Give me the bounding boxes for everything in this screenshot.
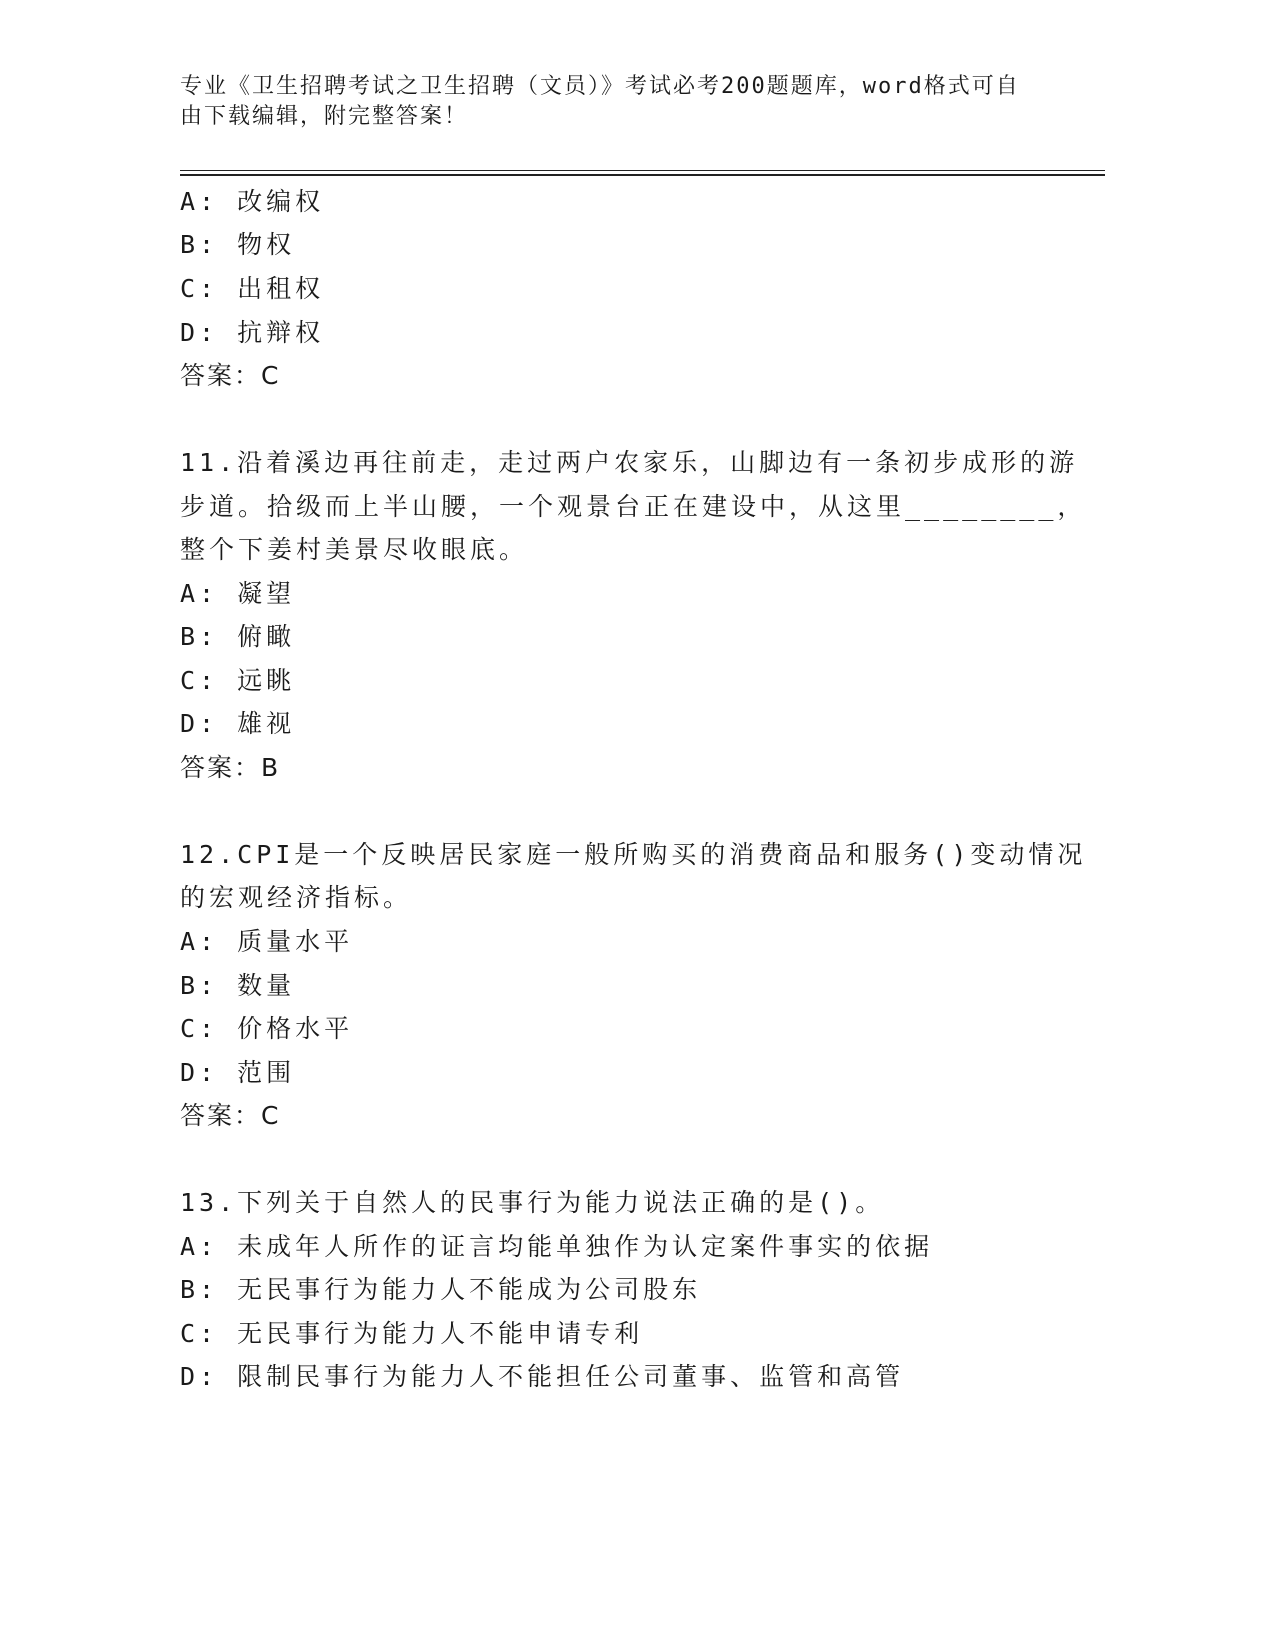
question-11-stem-line-2: 步道。拾级而上半山腰，一个观景台正在建设中，从这里________， — [180, 492, 1087, 521]
question-12-answer: 答案：C — [180, 1101, 281, 1130]
option-b: B: 物权 — [180, 230, 296, 259]
question-13-option-a: A: 未成年人所作的证言均能单独作为认定案件事实的依据 — [180, 1232, 934, 1261]
question-12-stem-line-1: 12.CPI是一个反映居民家庭一般所购买的消费商品和服务()变动情况 — [180, 840, 1087, 869]
question-12-option-a: A: 质量水平 — [180, 927, 354, 956]
question-11-option-b: B: 俯瞰 — [180, 622, 296, 651]
question-12-option-c: C: 价格水平 — [180, 1014, 354, 1043]
question-11-stem-line-3: 整个下姜村美景尽收眼底。 — [180, 535, 529, 564]
question-12-stem-line-2: 的宏观经济指标。 — [180, 883, 413, 912]
question-11-stem-line-1: 11.沿着溪边再往前走，走过两户农家乐，山脚边有一条初步成形的游 — [180, 448, 1079, 477]
question-13-option-b: B: 无民事行为能力人不能成为公司股东 — [180, 1275, 702, 1304]
question-11-option-a: A: 凝望 — [180, 579, 296, 608]
question-11-option-d: D: 雄视 — [180, 709, 296, 738]
header-title-line-2: 由下载编辑，附完整答案！ — [180, 104, 469, 129]
header-title-line-1: 专业《卫生招聘考试之卫生招聘（文员）》考试必考200题题库，word格式可自 — [180, 74, 1020, 99]
header-rule-thick — [180, 174, 1105, 176]
question-12-option-b: B: 数量 — [180, 971, 296, 1000]
option-d: D: 抗辩权 — [180, 318, 325, 347]
question-12-option-d: D: 范围 — [180, 1058, 296, 1087]
question-13-stem-line-1: 13.下列关于自然人的民事行为能力说法正确的是()。 — [180, 1188, 885, 1217]
option-a: A: 改编权 — [180, 187, 325, 216]
header-rule-thin — [180, 170, 1105, 171]
option-c: C: 出租权 — [180, 274, 325, 303]
answer-line: 答案：C — [180, 361, 281, 390]
question-13-option-d: D: 限制民事行为能力人不能担任公司董事、监管和高管 — [180, 1362, 905, 1391]
question-11-answer: 答案：B — [180, 753, 281, 782]
question-11-option-c: C: 远眺 — [180, 666, 296, 695]
document-header — [180, 72, 1040, 132]
question-13-option-c: C: 无民事行为能力人不能申请专利 — [180, 1319, 644, 1348]
